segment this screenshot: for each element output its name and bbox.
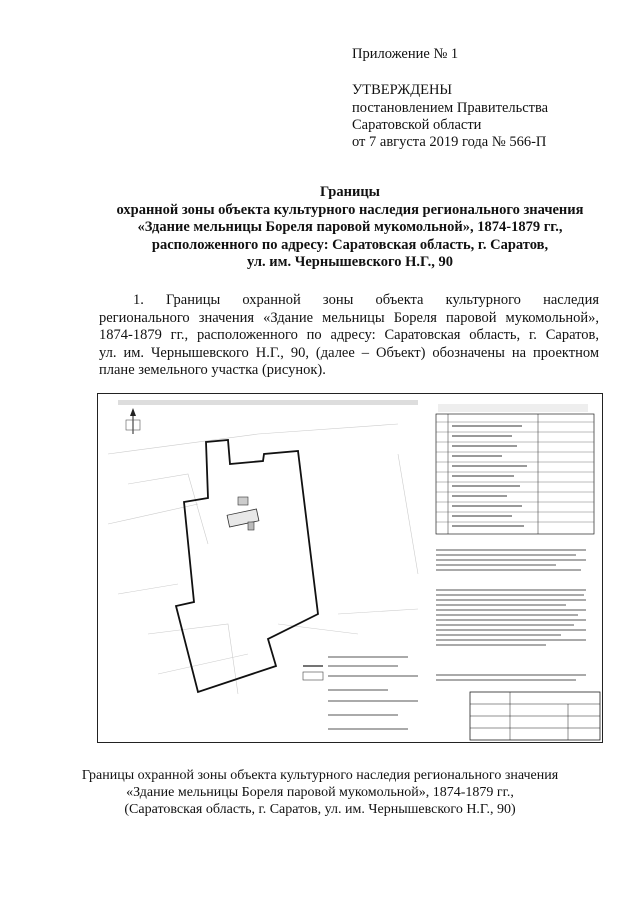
legend-table [436,404,594,534]
background-map [108,424,418,694]
paragraph-line: 1. Границы охранной зоны объекта культурного наследия [133,292,599,308]
plan-notes [436,549,586,681]
approved-label: УТВЕРЖДЕНЫ [352,82,453,98]
document-title: охранной зоны объекта культурного наследия регионального значения [116,202,584,218]
figure-caption: Границы охранной зоны объекта культурного наследия регионального значения [81,768,559,783]
figure-caption: (Саратовская область, г. Саратов, ул. им. Чернышевского Н.Г., 90) [124,802,516,817]
figure-caption: «Здание мельницы Бореля паровой мукомольной», 1874-1879 гг., [126,785,514,800]
paragraph-line: плане земельного участка (рисунок). [99,362,326,378]
north-arrow-icon [126,408,140,434]
document-title: Границы [319,184,380,200]
paragraph-line: регионального значения «Здание мельницы Бореля паровой мукомольной», [99,310,599,326]
paragraph-line: ул. им. Чернышевского Н.Г., 90, (далее – Объект) обозначены на проектном [99,345,599,361]
document-title: расположенного по адресу: Саратовская область, г. Саратов, [151,237,549,253]
approval-line: от 7 августа 2019 года № 566-П [352,134,547,150]
mill-building [227,497,259,530]
plan-header-text [118,400,418,405]
approval-line: постановлением Правительства [352,100,549,116]
document-title: «Здание мельницы Бореля паровой мукомольной», 1874-1879 гг., [137,219,563,235]
approval-line: Саратовской области [352,117,482,133]
plan-legend [303,656,418,730]
title-block-stamp [470,692,600,740]
site-plan-figure [97,393,603,743]
paragraph-line: 1874-1879 гг., расположенного по адресу: Саратовская область, г. Саратов, [99,327,599,343]
document-title: ул. им. Чернышевского Н.Г., 90 [246,254,454,270]
appendix-label: Приложение № 1 [352,46,459,62]
